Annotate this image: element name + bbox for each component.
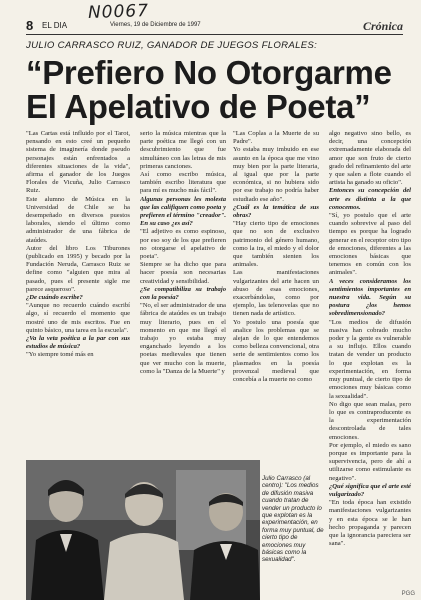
article-paragraph: Yo postulo una poesía que analice los problemas que se alejan de lo que entendemos como belleza convencional, otra serie de sentimientos como los plasmados en la poesía provenzal medieval que concebía a la muerte no como — [233, 318, 319, 384]
article-paragraph: "Los medios de difusión masiva han cobrado mucho poder y la gente es vulnerable a su influjo. Ellos cuando tratan de vender un producto lo que explotan es la experimentación, en forma muy puntual, de cierto tipo de emociones muy básicas como la sexualidad". — [329, 318, 411, 400]
article-paragraph: Yo estaba muy imbuido en ese asunto en la época que me vino muy bien por la parte literaria, al igual que por la parte económica, si no hubiera sido por ese trabajo no podría haber estudiado ese año". — [233, 146, 319, 203]
article-paragraph: Por ejemplo, el miedo es sano porque es importante para la supervivencia, pero de ahí a utilizarse como estimulante es negativo". — [329, 441, 411, 482]
interview-question: ¿Se compatibiliza su trabajo con la poesía? — [140, 285, 226, 302]
article-paragraph: algo negativo sino bello, es decir, una concepción extremadamente elaborada del amor que son fruto de cierto grado del refinamiento del arte y que salen a flote cuando el artista ha ganado su oficio". — [329, 130, 411, 187]
section-name: Crónica — [362, 19, 403, 33]
article-paragraph: "No, el ser administrador de una fábrica de ataúdes es un trabajo muy literario, pues en el momento en que me llegó el trabajo yo estaba muy enganchado leyendo a los poetas medievales que tienen que ver mucho con la muerte, como la "Danza de la Muerte" y — [140, 302, 226, 375]
article-kicker: JULIO CARRASCO RUIZ, GANADOR DE JUEGOS FLORALES: — [26, 40, 318, 51]
interview-question: Entonces su concepción del arte es distinta a la que conocemos. — [329, 187, 411, 211]
article-photo — [26, 460, 260, 600]
article-paragraph: "Las Cartas está influido por el Tarot, pensando en esto creé un pequeño sistema de imaginería donde pseudo personajes están enfrentados a diferentes situaciones de la vida", afirma el ganador de los Juegos Florales de Vicuña, Julio Carrasco Ruiz. — [26, 130, 130, 195]
article-paragraph: "Hay cierto tipo de emociones que no son de exclusivo patrimonio del género humano, como la ira, el miedo y el dolor que también sienten los animales. — [233, 220, 319, 269]
issue-date: Viernes, 19 de Diciembre de 1997 — [110, 22, 201, 28]
interview-question: ¿Cuál es la temática de sus obras? — [233, 203, 319, 220]
interview-question: Algunas personas les molesta que las califiquen como poeta y prefieren el término "creador". En su caso ¿es así? — [140, 195, 226, 228]
article-paragraph: "En toda época han existido manifestaciones vulgarizantes y en esta época se le han hecho propaganda y parecen que la ignorancia pareciera ser sana". — [329, 499, 411, 548]
article-column-4 — [329, 130, 411, 600]
article-paragraph: Este alumno de Música en la Universidad de Chile se ha desempeñado en diversos puestos laborales, siendo el último como administrador de una fábrica de ataúdes. — [26, 195, 130, 244]
article-paragraph: "Yo siempre tomé más en — [26, 351, 94, 359]
article-paragraph: "Sí, yo postulo que el arte cuando sobrevive al paso del tiempo es porque ha logrado generar en el receptor otro tipo de emociones, diferentes a las emociones básicas que tenemos en común con los animales". — [329, 212, 411, 277]
interview-question: ¿De cuándo escribe? — [26, 294, 83, 302]
interview-question: ¿Va la veta poética a la par con sus estudios de música? — [26, 335, 130, 351]
photo-three-men-image — [26, 460, 260, 600]
article-paragraph: "El adjetivo es como espinoso, por eso soy de los que prefieren no otorgarse el apelativo de poeta". — [140, 228, 226, 261]
article-paragraph: Las manifestaciones vulgarizantes del arte hacen un abuso de esas emociones, exacerbándolas, como por ejemplo, las telenovelas que no tienen nada de artístico. — [233, 269, 319, 318]
page-number: 8 — [26, 18, 34, 33]
interview-question: A veces consideramos los sentimientos importantes en nuestra vida. Según su postura ¿los hemos sobredimensionado? — [329, 277, 411, 318]
interview-question: ¿Qué significa que el arte esté vulgarizado? — [329, 482, 411, 498]
article-column-1 — [26, 130, 130, 455]
article-paragraph: Autor del libro Los Tiburones (publicado en 1995) y becado por la Fundación Neruda, Carrasco Ruiz se define como "alguien que mira al pasado, pues el presente sigle me parece asqueroso". — [26, 244, 130, 293]
photo-caption: Julio Carrasco (al centro): "Los medios de difusión masiva cuando tratan de vender un producto lo que explotan es la experimentación, en forma muy puntual, de cierto tipo de emociones muy básicas como la sexualidad". — [262, 475, 324, 564]
article-paragraph: Siempre se ha dicho que para hacer poesía son necesarias creatividad y sensibilidad. — [140, 261, 226, 285]
article-paragraph: "Aunque no recuerdo cuándo escribí algo, sí recuerdo el momento que mostré uno de mis escritos. Fue en quinto básico, una tarea en la escuela". — [26, 302, 130, 334]
article-paragraph: No digo que sean malas, pero lo que es contraproducente es la experimentación descontrolada de tales emociones. — [329, 400, 411, 441]
article-paragraph: Así como escribo música, también escribo literatura que para mí es mucho más fácil". — [140, 171, 226, 195]
newspaper-name: EL DIA — [42, 21, 68, 30]
masthead — [26, 20, 403, 35]
article-column-2 — [140, 130, 226, 455]
handwritten-archive-note: N0067 — [87, 0, 150, 24]
photo-credit: PGG — [401, 591, 415, 597]
article-headline: “Prefiero No Otorgarme El Apelativo de Poeta” — [26, 54, 392, 125]
article-column-3 — [233, 130, 319, 455]
article-paragraph: "Las Coplas a la Muerte de su Padre". — [233, 130, 319, 146]
article-paragraph: serio la música mientras que la parte poética me llegó con un descubrimiento que fue simultáneo con las letras de mis primeras canciones. — [140, 130, 226, 170]
